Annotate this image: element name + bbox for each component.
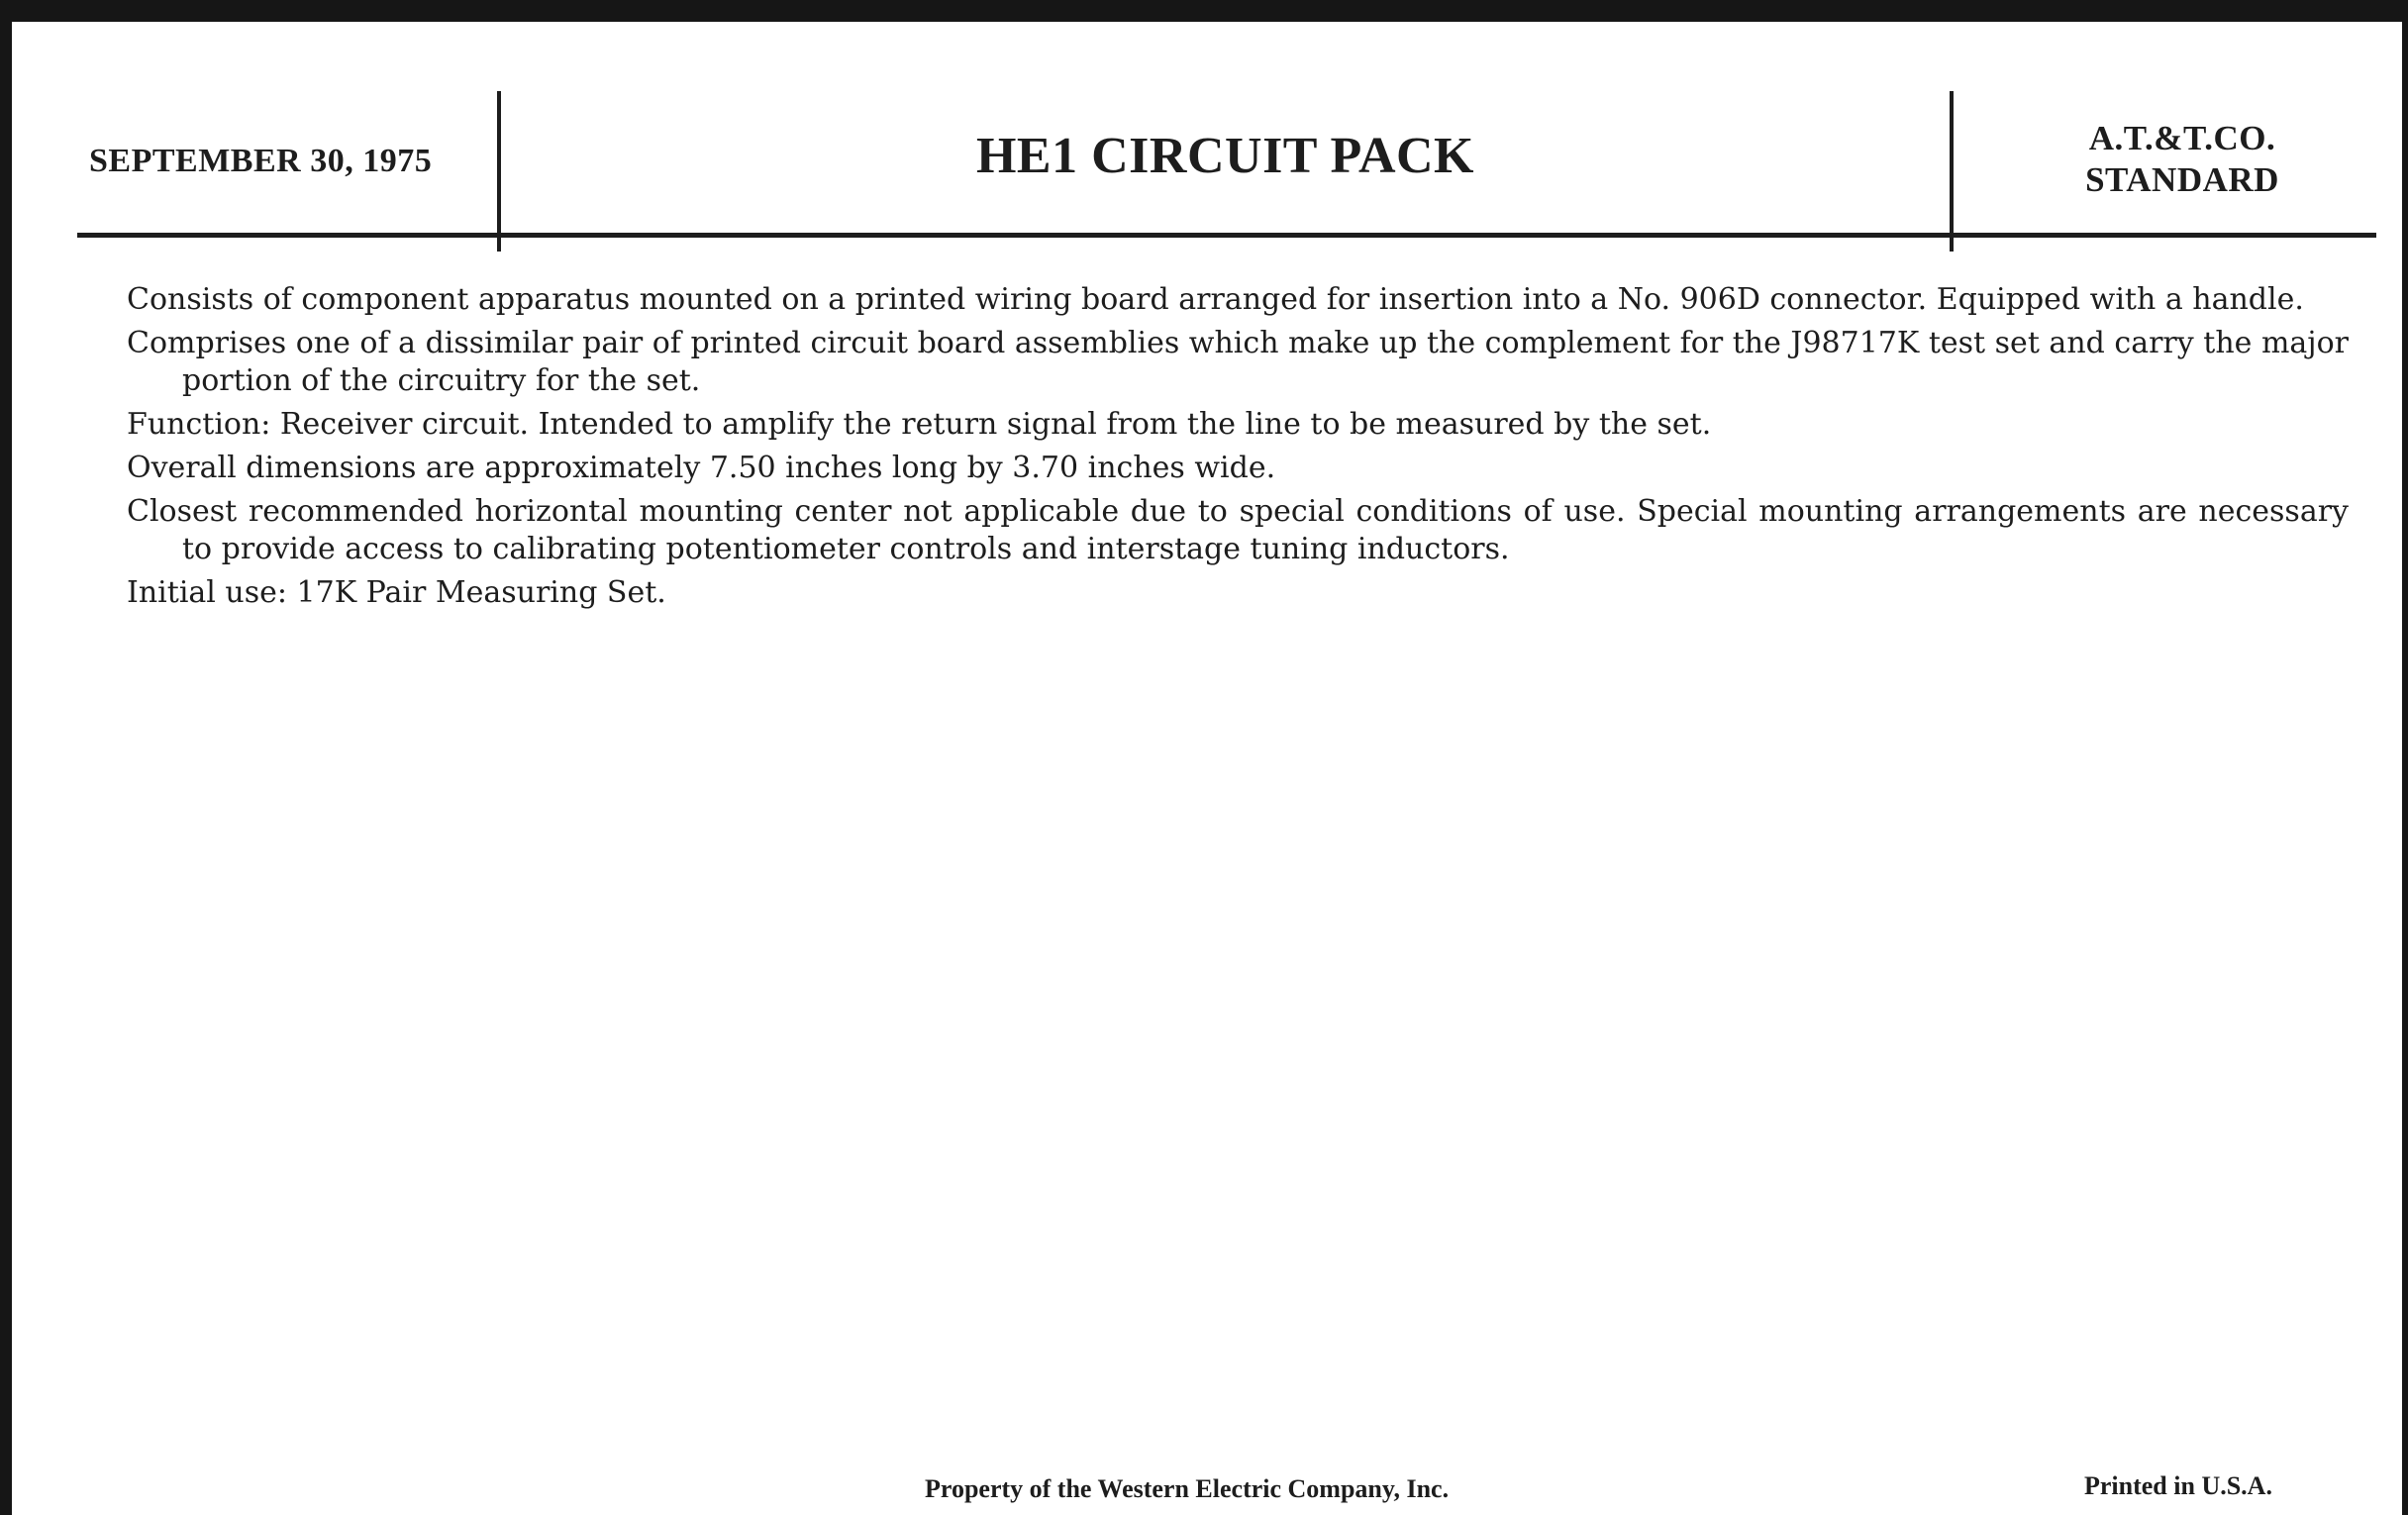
document-card xyxy=(12,22,2402,1515)
document-title: HE1 CIRCUIT PACK xyxy=(975,128,1474,184)
printed-notice: Printed in U.S.A. xyxy=(2084,1471,2272,1500)
paragraph-composition: Comprises one of a dissimilar pair of printed circuit board assemblies which make up the complement for the J98717K test set and carry the major portion of the circuitry for the set. xyxy=(127,326,2349,398)
standard-label-line1: A.T.&T.CO. xyxy=(2088,119,2276,157)
standard-label xyxy=(1954,118,2408,201)
paragraph-dimensions: Overall dimensions are approximately 7.50 inches long by 3.70 inches wide. xyxy=(127,451,1276,485)
paragraph-initial-use: Initial use: 17K Pair Measuring Set. xyxy=(127,575,666,610)
document-header xyxy=(12,22,2402,250)
property-notice: Property of the Western Electric Company, Inc. xyxy=(925,1474,1450,1503)
header-rule xyxy=(77,233,2376,238)
issue-date: SEPTEMBER 30, 1975 xyxy=(89,143,433,179)
paragraph-function: Function: Receiver circuit. Intended to amplify the return signal from the line to be measured by the set. xyxy=(127,407,1712,442)
paragraph-description: Consists of component apparatus mounted on a printed wiring board arranged for insertion into a No. 906D connector. Equipped with a handle. xyxy=(127,282,2304,317)
paragraph-mounting: Closest recommended horizontal mounting center not applicable due to special conditions of use. Special mounting arrangements are necessary to provide access to calibrating potentiometer controls and interstage tuning inductors. xyxy=(127,494,2349,566)
document-body xyxy=(127,281,2349,618)
standard-label-line2: STANDARD xyxy=(2085,160,2279,199)
